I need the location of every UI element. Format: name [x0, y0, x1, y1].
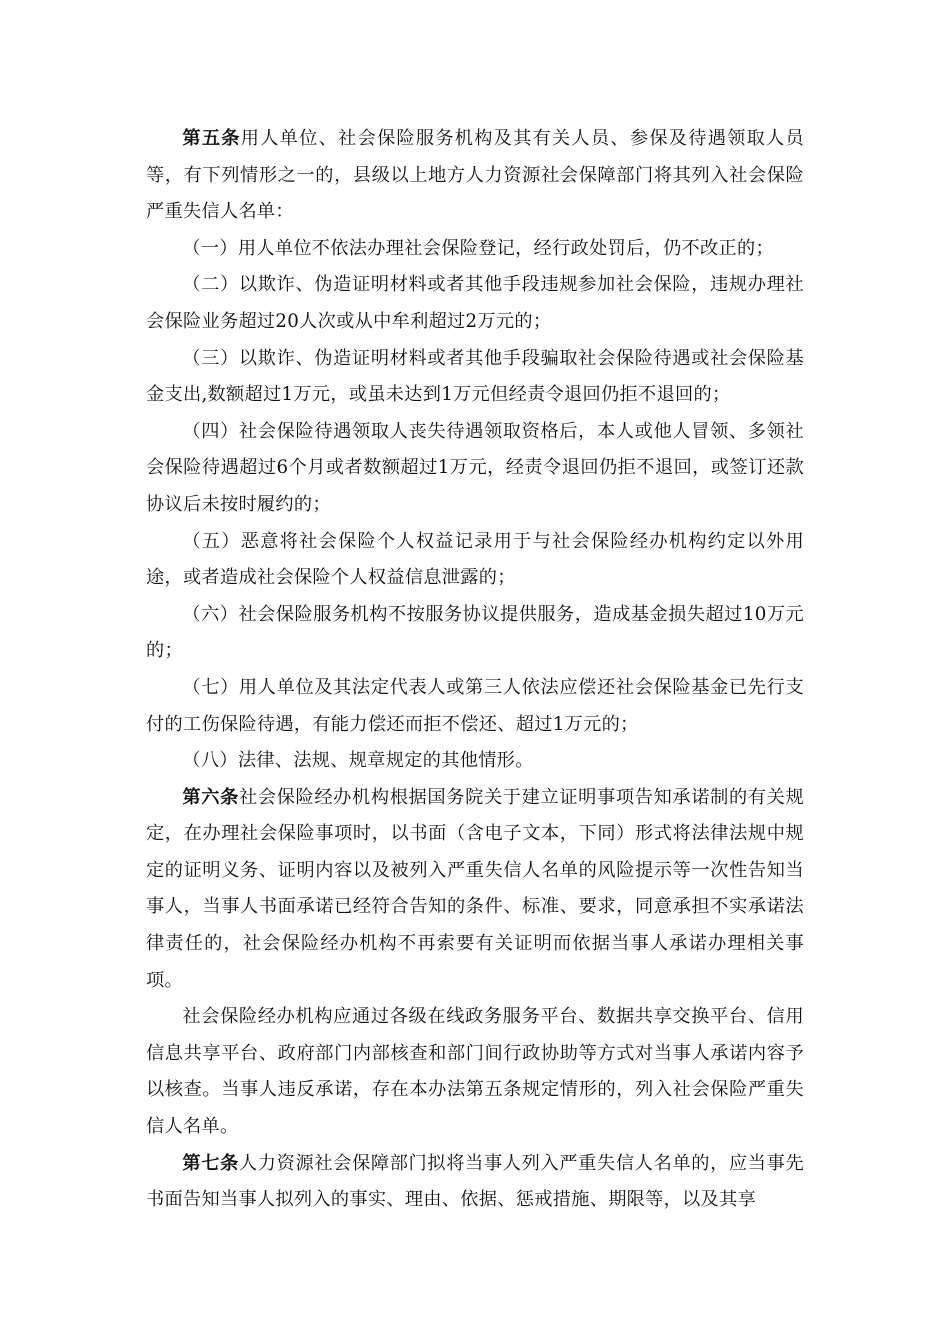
article-heading: 第七条	[182, 1152, 239, 1174]
paragraph-text: （三）以欺诈、伪造证明材料或者其他手段骗取社会保险待遇或社会保险基金支出,数额超过1万元，或虽未达到1万元但经责令退回仍拒不退回的；	[146, 347, 804, 406]
list-item	[146, 414, 804, 524]
article-6-paragraph	[146, 780, 804, 1000]
article-5-paragraph	[146, 121, 804, 231]
paragraph-text: 社会保险经办机构应通过各级在线政务服务平台、数据共享交换平台、信用信息共享平台、政府部门内部核查和部门间行政协助等方式对当事人承诺内容予以核查。当事人违反承诺，存在本办法第五条规定情形的，列入社会保险严重失信人名单。	[146, 1006, 804, 1138]
list-item	[146, 341, 804, 414]
paragraph-text: （二）以欺诈、伪造证明材料或者其他手段违规参加社会保险，违规办理社会保险业务超过20人次或从中牟利超过2万元的；	[146, 274, 804, 332]
paragraph-text: （七）用人单位及其法定代表人或第三人依法应偿还社会保险基金已先行支付的工伤保险待遇，有能力偿还而拒不偿还、超过1万元的；	[146, 676, 804, 735]
list-item	[146, 524, 804, 597]
list-item	[146, 670, 804, 743]
list-item	[146, 231, 804, 268]
list-item	[146, 743, 804, 780]
article-7-paragraph	[146, 1146, 804, 1219]
article-heading: 第五条	[182, 128, 241, 149]
paragraph-text: （八）法律、法规、规章规定的其他情形。	[182, 750, 534, 772]
document-body	[146, 121, 804, 1219]
paragraph-text: （四）社会保险待遇领取人丧失待遇领取资格后，本人或他人冒领、多领社会保险待遇超过6个月或者数额超过1万元，经责令退回仍拒不退回，或签订还款协议后未按时履约的；	[146, 420, 804, 515]
paragraph-text: 社会保险经办机构根据国务院关于建立证明事项告知承诺制的有关规定，在办理社会保险事项时，以书面（含电子文本，下同）形式将法律法规中规定的证明义务、证明内容以及被列入严重失信人名单的风险提示等一次性告知当事人，当事人书面承诺已经符合告知的条件、标准、要求，同意承担不实承诺法律责任的，社会保险经办机构不再索要有关证明而依据当事人承诺办理相关事项。	[146, 786, 804, 991]
paragraph-text: （六）社会保险服务机构不按服务协议提供服务，造成基金损失超过10万元的；	[146, 603, 804, 662]
list-item	[146, 597, 804, 670]
list-item	[146, 267, 804, 340]
paragraph-text: 用人单位、社会保险服务机构及其有关人员、参保及待遇领取人员等，有下列情形之一的，县级以上地方人力资源社会保障部门将其列入社会保险严重失信人名单：	[146, 128, 805, 223]
article-heading: 第六条	[182, 786, 239, 808]
paragraph-text: （五）恶意将社会保险个人权益记录用于与社会保险经办机构约定以外用途，或者造成社会保险个人权益信息泄露的；	[146, 530, 804, 589]
article-6-paragraph-2	[146, 999, 804, 1145]
paragraph-text: 人力资源社会保障部门拟将当事人列入严重失信人名单的，应当事先书面告知当事人拟列入的事实、理由、依据、惩戒措施、期限等，以及其享	[146, 1152, 804, 1211]
paragraph-text: （一）用人单位不依法办理社会保险登记，经行政处罚后，仍不改正的；	[182, 237, 774, 259]
